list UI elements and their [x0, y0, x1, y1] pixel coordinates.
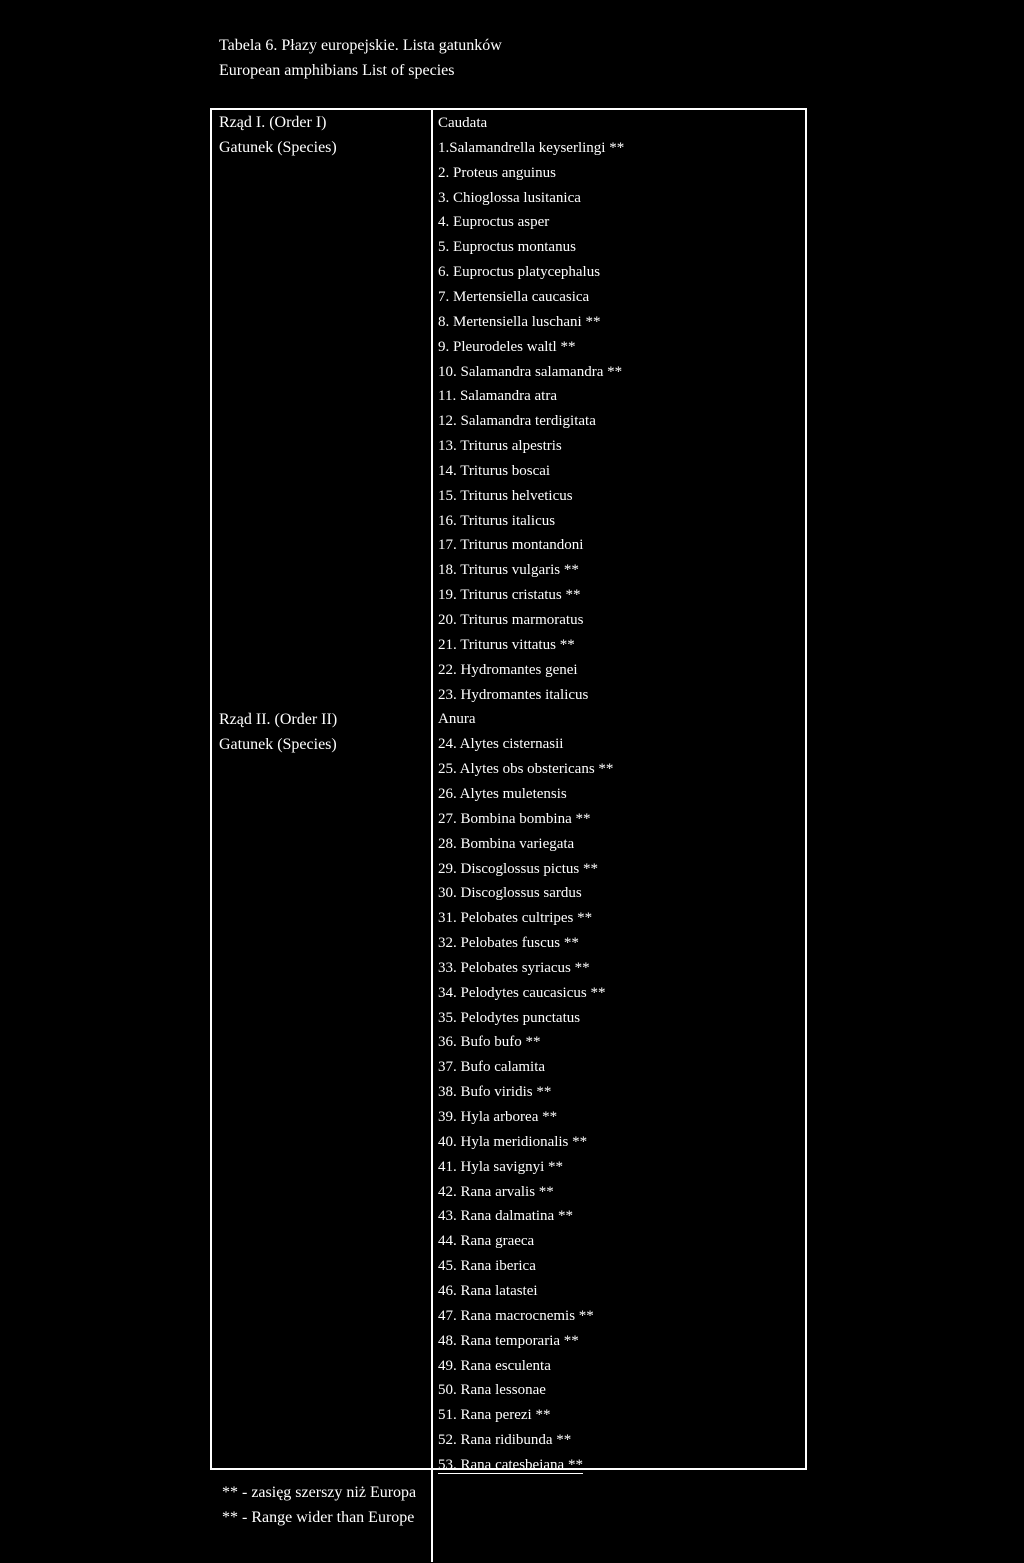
- species-item: 33. Pelobates syriacus **: [438, 959, 590, 976]
- species-item: 30. Discoglossus sardus: [438, 885, 582, 902]
- species-item: 27. Bombina bombina **: [438, 810, 591, 827]
- species-item: 44. Rana graeca: [438, 1233, 535, 1250]
- species-item: 38. Bufo viridis **: [438, 1084, 552, 1101]
- species-item: 1.Salamandrella keyserlingi **: [438, 139, 625, 156]
- species-item: 28. Bombina variegata: [438, 835, 575, 852]
- species-item: 52. Rana ridibunda **: [438, 1432, 572, 1449]
- footnote-english: ** - Range wider than Europe: [222, 1509, 415, 1526]
- species-item: 36. Bufo bufo **: [438, 1034, 541, 1051]
- species-item: 45. Rana iberica: [438, 1258, 536, 1275]
- species-item: 48. Rana temporaria **: [438, 1332, 579, 1349]
- species-item: 12. Salamandra terdigitata: [438, 413, 596, 430]
- species-item: 8. Mertensiella luschani **: [438, 313, 601, 330]
- species-item: 20. Triturus marmoratus: [438, 612, 584, 628]
- species-item: 23. Hydromantes italicus: [438, 686, 589, 703]
- species-item: 25. Alytes obs obstericans **: [438, 761, 614, 778]
- species-item: 37. Bufo calamita: [438, 1059, 546, 1076]
- species-item: 19. Triturus cristatus **: [438, 587, 581, 604]
- species-item: 4. Euproctus asper: [438, 214, 550, 231]
- footnote-polish: ** - zasięg szerszy niż Europa: [222, 1484, 417, 1501]
- species-item: 51. Rana perezi **: [438, 1407, 551, 1424]
- species-item: 32. Pelobates fuscus **: [438, 935, 579, 952]
- species-item: 49. Rana esculenta: [438, 1357, 551, 1374]
- species-item: 47. Rana macrocnemis **: [438, 1307, 594, 1324]
- species-item: 5. Euproctus montanus: [438, 239, 576, 256]
- species-item: 46. Rana latastei: [438, 1282, 538, 1299]
- species-item: 7. Mertensiella caucasica: [438, 288, 590, 305]
- species-item: 9. Pleurodeles waltl **: [438, 338, 576, 355]
- order-2-label: Rząd II. (Order II): [219, 711, 338, 728]
- species-item: 18. Triturus vulgaris **: [438, 562, 579, 579]
- species-item: 43. Rana dalmatina **: [438, 1208, 573, 1225]
- species-item: 50. Rana lessonae: [438, 1382, 546, 1399]
- species-item: 42. Rana arvalis **: [438, 1183, 554, 1200]
- species-item: 22. Hydromantes genei: [438, 661, 578, 678]
- species-item: 16. Triturus italicus: [438, 512, 556, 529]
- species-item: 14. Triturus boscai: [438, 462, 551, 479]
- table-title-english: European amphibians List of species: [219, 62, 455, 79]
- order-2-species-label: Gatunek (Species): [219, 736, 337, 753]
- species-item: 13. Triturus alpestris: [438, 438, 562, 455]
- species-item: 15. Triturus helveticus: [438, 487, 573, 504]
- species-item: 3. Chioglossa lusitanica: [438, 189, 581, 206]
- species-item: 41. Hyla savignyi **: [438, 1158, 563, 1175]
- species-item: 10. Salamandra salamandra **: [438, 363, 623, 380]
- species-item: 6. Euproctus platycephalus: [438, 264, 601, 281]
- species-item: 21. Triturus vittatus **: [438, 636, 575, 653]
- species-item: 2. Proteus anguinus: [438, 164, 556, 181]
- species-item: 11. Salamandra atra: [438, 388, 557, 405]
- species-item: 17. Triturus montandoni: [438, 537, 584, 554]
- species-item: 34. Pelodytes caucasicus **: [438, 984, 606, 1001]
- order-1-species-label: Gatunek (Species): [219, 139, 337, 156]
- species-item: 24. Alytes cisternasii: [438, 736, 564, 753]
- order-name: Anura: [438, 711, 476, 728]
- species-item-text: 53. Rana catesbeiana **: [438, 1456, 583, 1473]
- order-name: Caudata: [438, 115, 488, 131]
- species-item: 40. Hyla meridionalis **: [438, 1133, 588, 1150]
- column-divider: [431, 108, 433, 1562]
- species-item: 29. Discoglossus pictus **: [438, 860, 599, 877]
- species-item: 31. Pelobates cultripes **: [438, 910, 593, 927]
- order-1-label: Rząd I. (Order I): [219, 114, 327, 131]
- table-title-polish: Tabela 6. Płazy europejskie. Lista gatunków: [219, 37, 502, 54]
- species-item: 35. Pelodytes punctatus: [438, 1009, 581, 1026]
- species-item: 39. Hyla arborea **: [438, 1109, 558, 1125]
- species-item: 26. Alytes muletensis: [438, 785, 567, 802]
- species-item: [438, 1455, 583, 1475]
